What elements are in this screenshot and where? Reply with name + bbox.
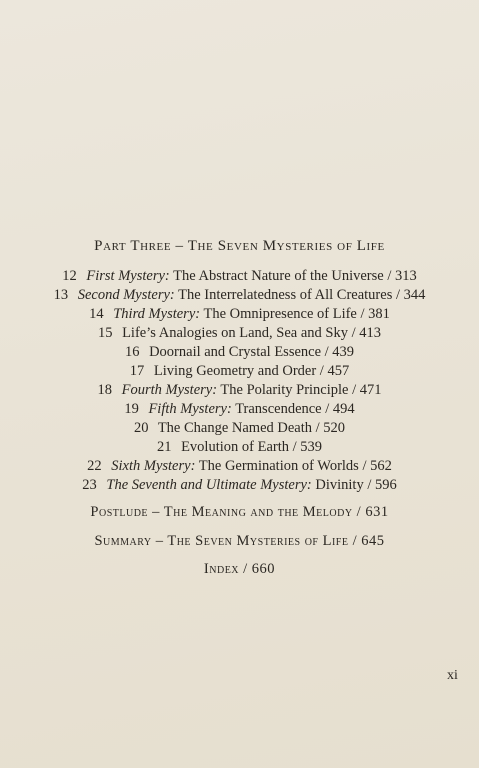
toc-entry-15 [0, 325, 479, 342]
chapter-number: 17 [129, 363, 145, 379]
toc-entry-22 [0, 458, 479, 475]
chapter-title: Transcendence / 494 [235, 401, 355, 417]
chapter-title: The Interrelatedness of All Creatures / 344 [178, 287, 426, 303]
mystery-label: Fifth Mystery: [148, 401, 232, 417]
chapter-number: 15 [97, 325, 113, 341]
chapter-number: 16 [124, 344, 140, 360]
chapter-title: The Germination of Worlds / 562 [198, 458, 392, 474]
page-number: xi [447, 668, 458, 683]
toc-entry-13 [0, 287, 479, 304]
part-heading: Part Three – The Seven Mysteries of Life [94, 238, 385, 254]
toc-entry-17 [0, 363, 479, 380]
chapter-number: 14 [89, 306, 104, 322]
toc-entry-23 [0, 477, 479, 494]
chapter-title: The Change Named Death / 520 [157, 420, 346, 436]
chapter-title: Evolution of Earth / 539 [181, 439, 323, 455]
toc-entry-12 [0, 268, 479, 285]
chapter-title: The Polarity Principle / 471 [220, 382, 382, 398]
chapter-title: The Omnipresence of Life / 381 [203, 306, 390, 322]
mystery-label: Sixth Mystery: [111, 458, 196, 474]
chapter-title: Divinity / 596 [315, 477, 397, 493]
postlude-entry: Postlude – The Meaning and the Melody / 631 [90, 504, 389, 520]
chapter-number: 19 [124, 401, 139, 417]
summary-entry: Summary – The Seven Mysteries of Life / 645 [94, 533, 385, 549]
toc-entry-19 [0, 401, 479, 418]
chapter-number: 13 [53, 287, 69, 303]
mystery-label: First Mystery: [86, 268, 170, 284]
chapter-title: Life’s Analogies on Land, Sea and Sky / 413 [122, 325, 382, 341]
chapter-number: 21 [156, 439, 172, 455]
index-entry: Index / 660 [203, 561, 276, 577]
toc-entry-20 [0, 420, 479, 437]
chapter-title: The Abstract Nature of the Universe / 313 [173, 268, 417, 284]
chapter-number: 12 [62, 268, 77, 284]
toc-entry-16 [0, 344, 479, 361]
chapter-number: 23 [82, 477, 97, 493]
toc-entry-14 [0, 306, 479, 323]
chapter-number: 18 [97, 382, 112, 398]
toc-entry-21 [0, 439, 479, 456]
mystery-label: Third Mystery: [113, 306, 201, 322]
chapter-title: Doornail and Crystal Essence / 439 [149, 344, 355, 360]
mystery-label: Fourth Mystery: [121, 382, 218, 398]
mystery-label: The Seventh and Ultimate Mystery: [106, 477, 312, 493]
chapter-number: 20 [133, 420, 149, 436]
toc-entry-18 [0, 382, 479, 399]
chapter-title: Living Geometry and Order / 457 [153, 363, 350, 379]
mystery-label: Second Mystery: [77, 287, 175, 303]
chapter-number: 22 [87, 458, 102, 474]
